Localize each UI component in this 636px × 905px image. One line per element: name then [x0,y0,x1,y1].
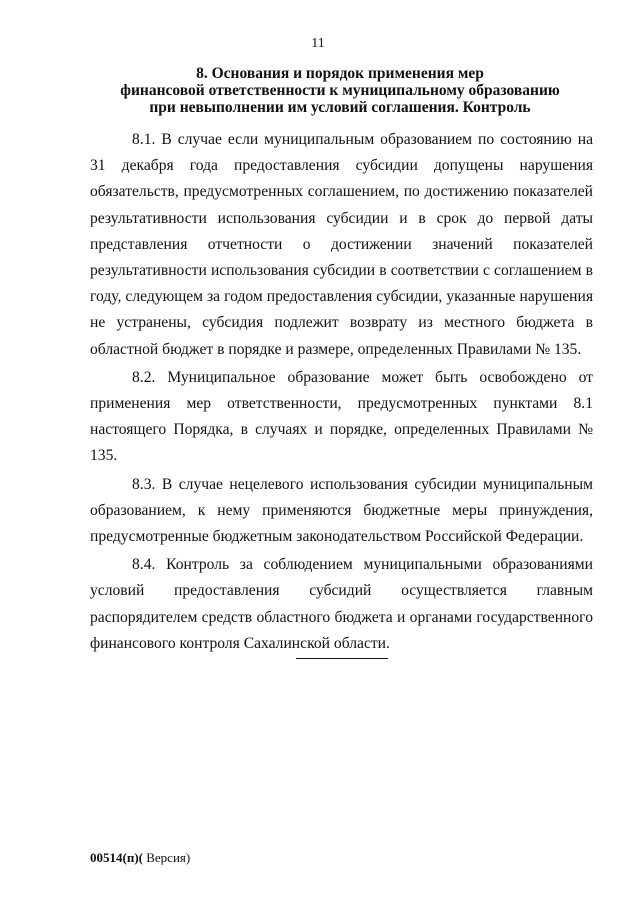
section-heading [90,65,590,116]
paragraph-8-3: 8.3. В случае нецелевого использования субсидии муниципальным образованием, к нему применяются бюджетные меры принуждения, предусмотренные бюджетным законодательством Российской Федерации. [90,475,593,546]
end-separator-line [296,658,388,659]
section-heading-line-2: финансовой ответственности к муниципальному образованию [120,82,560,99]
section-body [90,127,593,657]
paragraph-8-2: 8.2. Муниципальное образование может быть освобождено от применения мер ответственности, предусмотренных пунктами 8.1 настоящего Порядка, в случаях и порядке, определенных Правилами № 135. [90,368,593,465]
section-heading-line-1: 8. Основания и порядок применения мер [196,65,484,82]
section-heading-line-3: при невыполнении им условий соглашения. Контроль [149,99,531,116]
document-code-number: 00514(п)( [90,850,143,865]
document-code [90,850,190,866]
document-version-label: Версия) [142,850,191,865]
paragraph-8-1: 8.1. В случае если муниципальным образованием по состоянию на 31 декабря года предоставления субсидии допущены нарушения обязательств, предусмотренных соглашением, по достижению показателей результативности использования субсидии и в срок до первой даты представления отчетности о достижении значений показателей результативности использования субсидии в соответствии с соглашением в году, следующем за годом предоставления субсидии, указанные нарушения не устранены, субсидия подлежит возврату из местного бюджета в областной бюджет в порядке и размере, определенных Правилами № 135. [90,131,593,358]
page-number: 11 [311,36,325,51]
paragraph-8-4: 8.4. Контроль за соблюдением муниципальными образованиями условий предоставления субсидий осуществляется главным распорядителем средств областного бюджета и органами государственного финансового контроля Сахалинской области. [90,556,593,652]
